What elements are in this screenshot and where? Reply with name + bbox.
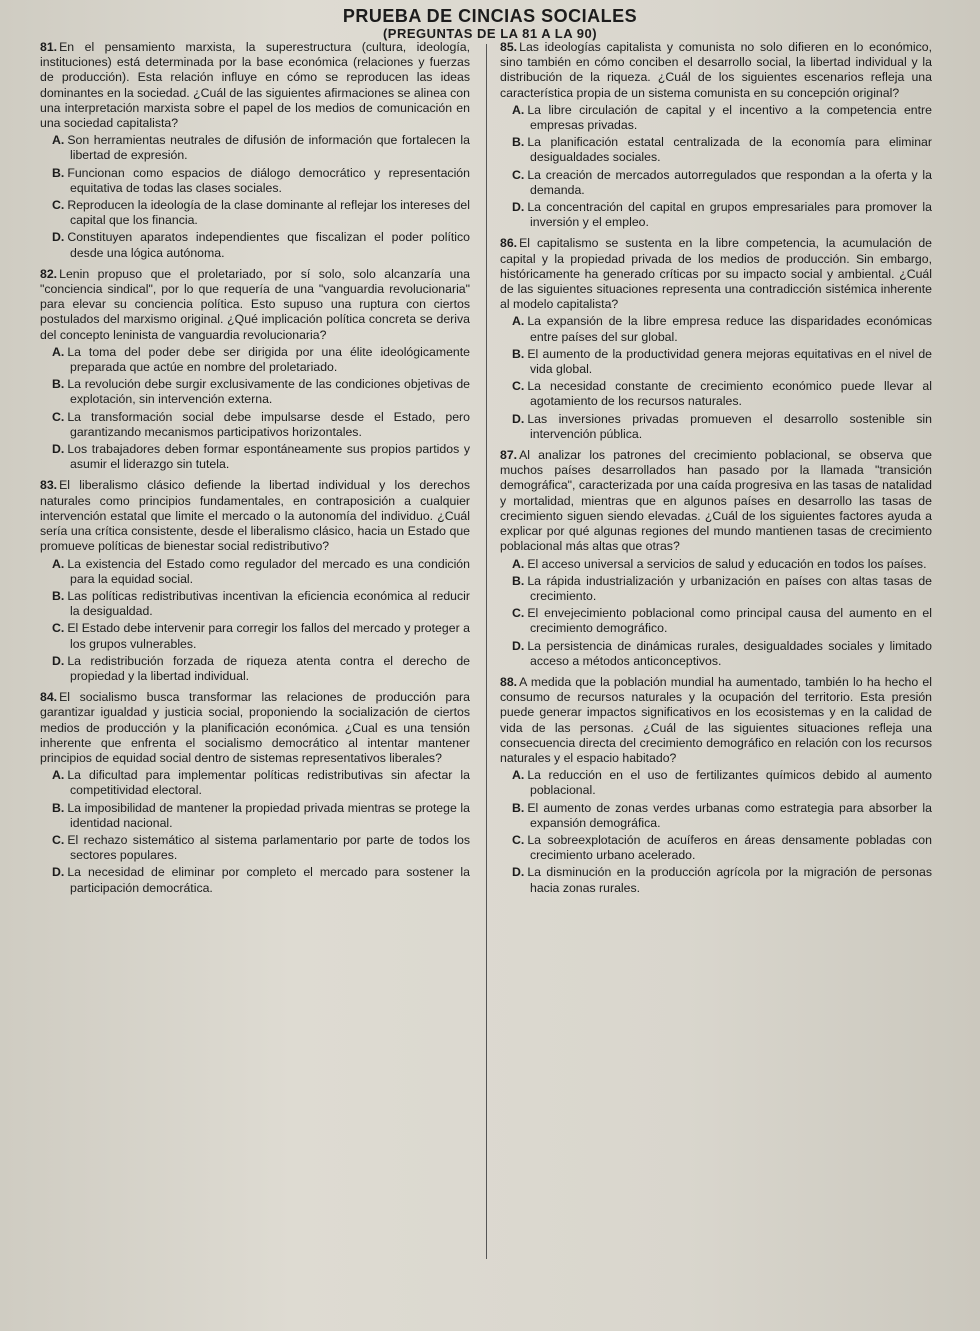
option-text: Funcionan como espacios de diálogo democrático y representación equitativa de todas las clases sociales. — [67, 165, 470, 195]
option-text: Las políticas redistributivas incentivan la eficiencia económica al reducir la desigualdad. — [67, 588, 470, 619]
question-stem: Al analizar los patrones del crecimiento poblacional, se observa que muchos países desarrollados han pasado por la llamada "transición demográfica", caracterizada por una caída progresiva en las tasas de natalidad y mortalidad, mientras que en algunos países en desarrollo las tasas de crecimiento siguen siendo elevadas. ¿Cuál de los siguientes factores ayuda a explicar por qué algunas regiones del mundo mantienen tasas de crecimiento poblacional más altas que otras? — [500, 448, 932, 554]
option-a[interactable] — [500, 768, 932, 798]
option-text: La revolución debe surgir exclusivamente de las condiciones objetivas de explotación, sin intervención externa. — [67, 377, 470, 407]
option-text: La libre circulación de capital y el incentivo a la competencia entre empresas privadas. — [527, 102, 932, 133]
option-letter: D. — [52, 653, 65, 668]
question-stem: El liberalismo clásico defiende la libertad individual y los derechos naturales como principios fundamentales, en contraposición a cualquier intervención estatal que limite el mercado o la autonomía del individuo. ¿Cuál sería una crítica consistente, desde el liberalismo clásico, hacia un Estado que promueve políticas de bienestar social redistributivo? — [40, 478, 470, 554]
option-letter: C. — [512, 832, 525, 847]
question-stem: El socialismo busca transformar las relaciones de producción para garantizar igualdad y justicia social, proponiendo la socialización de ciertos medios de producción y la planificación económica. ¿Cual es una tensión inherente que enfrenta el socialismo democrático al intentar mantener principios de equidad social dentro de sistemas representativos liberales? — [40, 690, 470, 765]
option-b[interactable] — [40, 801, 470, 831]
option-d[interactable] — [500, 865, 932, 895]
option-letter: A. — [512, 102, 525, 117]
question-number: 81. — [40, 40, 58, 54]
option-text: El rechazo sistemático al sistema parlamentario por parte de todos los sectores populares. — [67, 832, 470, 863]
option-letter: A. — [52, 556, 65, 571]
option-text: La redistribución forzada de riqueza atenta contra el derecho de propiedad y la libertad individual. — [67, 653, 470, 683]
option-a[interactable] — [40, 133, 470, 163]
option-a[interactable] — [500, 314, 932, 344]
option-d[interactable] — [40, 654, 470, 684]
option-letter: C. — [52, 621, 65, 636]
question-number: 84. — [40, 690, 58, 705]
option-letter: A. — [512, 314, 525, 329]
question-number: 87. — [500, 448, 518, 463]
option-b[interactable] — [40, 377, 470, 407]
question-81 — [40, 40, 470, 261]
option-letter: C. — [52, 198, 65, 213]
option-b[interactable] — [500, 347, 932, 377]
option-text: La planificación estatal centralizada de la economía para eliminar desigualdades sociales. — [527, 135, 932, 165]
option-text: El aumento de zonas verdes urbanas como estrategia para absorber la expansión demográfica. — [527, 800, 932, 830]
option-text: La rápida industrialización y urbanización en países con altas tasas de crecimiento. — [527, 573, 932, 603]
option-letter: D. — [512, 411, 525, 426]
option-letter: C. — [52, 832, 65, 847]
question-stem: Lenin propuso que el proletariado, por sí solo, solo alcanzaría una "conciencia sindical", por lo que requería de una "vanguardia revolucionaria" para elevar su conciencia política. Esto supuso una ruptura con ciertos postulados del marxismo original. ¿Qué implicación política concreta se deriva del concepto leninista de vanguardia revolucionaria? — [40, 266, 470, 342]
option-d[interactable] — [40, 865, 470, 895]
option-text: La necesidad de eliminar por completo el mercado para sostener la participación democrática. — [67, 865, 470, 895]
question-85 — [500, 40, 932, 230]
option-letter: B. — [512, 346, 525, 361]
option-letter: B. — [512, 573, 525, 588]
option-letter: A. — [52, 768, 65, 783]
option-letter: B. — [52, 165, 65, 180]
left-column — [40, 40, 470, 902]
question-84 — [40, 690, 470, 896]
option-text: La imposibilidad de mantener la propiedad privada mientras se protege la identidad nacional. — [67, 800, 470, 830]
option-d[interactable] — [500, 412, 932, 442]
option-text: La sobreexplotación de acuíferos en áreas densamente pobladas con crecimiento urbano acelerado. — [527, 832, 932, 863]
option-letter: A. — [52, 133, 65, 148]
question-86 — [500, 236, 932, 442]
question-stem: En el pensamiento marxista, la superestructura (cultura, ideología, instituciones) está determinada por la base económica (relaciones y fuerzas de producción). Esta relación influye en cómo se reproducen las ideas dominantes en la sociedad. ¿Cuál de las siguientes afirmaciones se alinea con una interpretación marxista sobre el papel de los medios de comunicación en una sociedad capitalista? — [40, 40, 470, 131]
option-letter: D. — [52, 865, 65, 880]
exam-title: PRUEBA DE CINCIAS SOCIALES — [342, 6, 638, 26]
option-text: Las inversiones privadas promueven el desarrollo sostenible sin intervención pública. — [527, 411, 932, 441]
option-text: La concentración del capital en grupos empresariales para promover la inversión y el empleo. — [527, 200, 932, 230]
option-d[interactable] — [500, 639, 932, 669]
option-letter: D. — [52, 442, 65, 457]
option-letter: C. — [512, 167, 525, 182]
option-d[interactable] — [40, 442, 470, 472]
option-c[interactable] — [40, 833, 470, 863]
question-number: 85. — [500, 40, 518, 54]
option-letter: A. — [512, 768, 525, 783]
option-text: Constituyen aparatos independientes que fiscalizan el poder político desde una lógica autónoma. — [67, 230, 470, 260]
option-text: El Estado debe intervenir para corregir los fallos del mercado y proteger a los grupos vulnerables. — [67, 621, 470, 651]
option-a[interactable] — [40, 345, 470, 375]
option-c[interactable] — [500, 606, 932, 636]
option-letter: B. — [512, 135, 525, 150]
option-letter: B. — [52, 377, 65, 392]
option-b[interactable] — [40, 166, 470, 196]
question-83 — [40, 478, 470, 684]
option-letter: B. — [52, 800, 65, 815]
option-b[interactable] — [500, 574, 932, 604]
question-stem: El capitalismo se sustenta en la libre competencia, la acumulación de capital y la propiedad privada de los medios de producción. Sin embargo, históricamente ha generado críticas por su impacto social y ambiental. ¿Cuál de las siguientes situaciones representa una contradicción sistémica inherente al modelo capitalista? — [500, 236, 932, 312]
right-column — [500, 40, 932, 902]
option-text: El envejecimiento poblacional como principal causa del aumento en el crecimiento demográfico. — [527, 606, 932, 636]
option-text: La persistencia de dinámicas rurales, desigualdades sociales y limitado acceso a métodos anticonceptivos. — [527, 638, 932, 668]
option-b[interactable] — [500, 801, 932, 831]
option-a[interactable] — [40, 557, 470, 587]
option-letter: C. — [512, 379, 525, 394]
question-87 — [500, 448, 932, 669]
question-number: 88. — [500, 674, 518, 689]
option-text: El aumento de la productividad genera mejoras equitativas en el nivel de vida global. — [527, 346, 932, 377]
option-c[interactable] — [500, 833, 932, 863]
question-stem: Las ideologías capitalista y comunista no solo difieren en lo económico, sino también en cómo conciben el desarrollo social, la libertad individual y la distribución de la riqueza. ¿Cuál de los siguientes escenarios refleja una característica propia de un sistema comunista en su concepción original? — [500, 40, 932, 100]
option-text: Son herramientas neutrales de difusión de información que fortalecen la libertad de expresión. — [67, 133, 470, 163]
option-letter: A. — [52, 344, 65, 359]
option-c[interactable] — [40, 410, 470, 440]
option-letter: B. — [52, 588, 65, 603]
option-c[interactable] — [500, 168, 932, 198]
option-text: La disminución en la producción agrícola por la migración de personas hacia zonas rurales. — [527, 865, 932, 895]
option-text: La existencia del Estado como regulador del mercado es una condición para la equidad social. — [67, 556, 470, 586]
option-text: Los trabajadores deben formar espontáneamente sus propios partidos y asumir el liderazgo sin tutela. — [67, 442, 470, 472]
option-b[interactable] — [500, 135, 932, 165]
option-d[interactable] — [500, 200, 932, 230]
option-letter: D. — [52, 230, 65, 245]
option-a[interactable] — [40, 768, 470, 798]
option-b[interactable] — [40, 589, 470, 619]
option-d[interactable] — [40, 230, 470, 260]
column-divider — [486, 44, 487, 1259]
option-c[interactable] — [500, 379, 932, 409]
question-88 — [500, 675, 932, 896]
option-letter: D. — [512, 865, 525, 880]
option-text: La toma del poder debe ser dirigida por una élite ideológicamente preparada que actúe en nombre del proletariado. — [67, 344, 470, 375]
option-text: El acceso universal a servicios de salud y educación en todos los países. — [527, 556, 927, 571]
question-stem: A medida que la población mundial ha aumentado, también lo ha hecho el consumo de recursos naturales y la ocupación del territorio. Esta presión puede generar impactos significativos en los ecosistemas y en la calidad de vida de las personas. ¿Cuál de las siguientes situaciones refleja una consecuencia directa del crecimiento demográfico en relación con los recursos naturales y el espacio habitado? — [500, 674, 932, 765]
option-letter: B. — [512, 800, 525, 815]
option-text: La dificultad para implementar políticas redistributivas sin afectar la competitividad electoral. — [67, 768, 470, 798]
option-text: La creación de mercados autorregulados que respondan a la oferta y la demanda. — [527, 167, 932, 197]
option-text: La transformación social debe impulsarse desde el Estado, pero garantizando mecanismos participativos horizontales. — [67, 409, 470, 439]
question-number: 82. — [40, 266, 58, 281]
exam-subtitle: (PREGUNTAS DE LA 81 A LA 90) — [382, 26, 598, 41]
question-number: 83. — [40, 478, 58, 493]
option-a[interactable] — [500, 103, 932, 133]
option-a[interactable] — [500, 557, 932, 572]
option-c[interactable] — [40, 198, 470, 228]
question-number: 86. — [500, 236, 518, 251]
option-text: La reducción en el uso de fertilizantes químicos debido al aumento poblacional. — [527, 768, 932, 798]
question-82 — [40, 267, 470, 473]
option-letter: A. — [512, 556, 525, 571]
option-text: Reproducen la ideología de la clase dominante al reflejar los intereses del capital que los financia. — [67, 198, 470, 228]
option-letter: D. — [512, 200, 525, 215]
option-text: La necesidad constante de crecimiento económico puede llevar al agotamiento de los recursos naturales. — [527, 379, 932, 409]
option-text: La expansión de la libre empresa reduce las disparidades económicas entre países del sur global. — [527, 314, 932, 344]
option-letter: D. — [512, 638, 525, 653]
option-c[interactable] — [40, 621, 470, 651]
option-letter: C. — [52, 409, 65, 424]
option-letter: C. — [512, 606, 525, 621]
